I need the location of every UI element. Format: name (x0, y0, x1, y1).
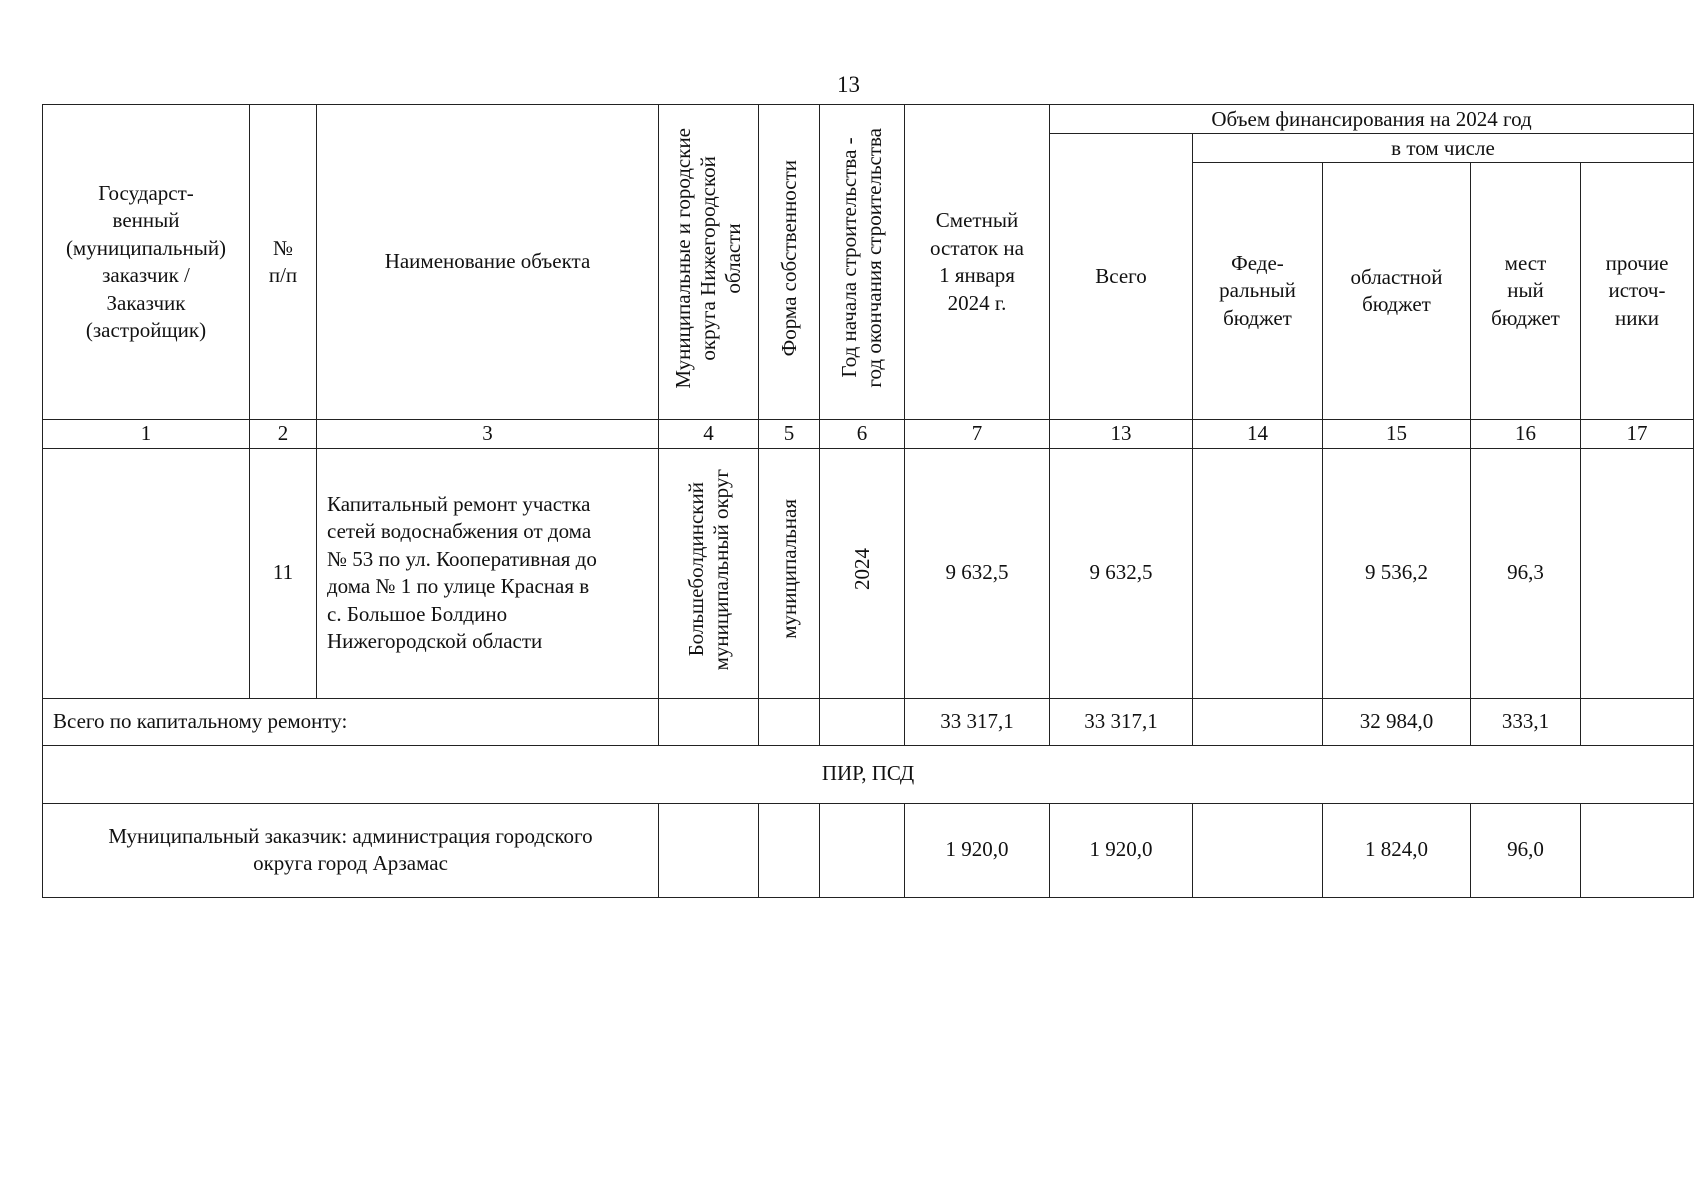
header-federal: Феде- ральный бюджет (1193, 163, 1323, 420)
total-empty-cell (759, 698, 820, 745)
column-number: 4 (659, 420, 759, 449)
total-total: 33 317,1 (1050, 698, 1193, 745)
customer-empty-cell (820, 803, 905, 897)
column-number: 3 (317, 420, 659, 449)
header-object-name: Наименование объекта (317, 105, 659, 420)
column-number: 2 (250, 420, 317, 449)
header-regional: областной бюджет (1323, 163, 1471, 420)
customer-federal (1193, 803, 1323, 897)
total-federal (1193, 698, 1323, 745)
customer-local: 96,0 (1471, 803, 1581, 897)
customer-empty-cell (659, 803, 759, 897)
object-estimate: 9 632,5 (905, 448, 1050, 698)
total-label: Всего по капитальному ремонту: (43, 698, 659, 745)
customer-estimate: 1 920,0 (905, 803, 1050, 897)
object-years: 2024 (820, 448, 905, 698)
column-number: 1 (43, 420, 250, 449)
customer-other (1581, 803, 1694, 897)
table-row-customer (43, 803, 1694, 897)
total-estimate: 33 317,1 (905, 698, 1050, 745)
customer-empty-cell (759, 803, 820, 897)
financing-table (42, 104, 1694, 898)
header-number: № п/п (250, 105, 317, 420)
table-row-object (43, 448, 1694, 698)
object-other (1581, 448, 1694, 698)
header-municipal: Муниципальные и городские округа Нижегородской области (659, 105, 759, 420)
total-empty-cell (820, 698, 905, 745)
section-title: ПИР, ПСД (43, 745, 1694, 803)
header-estimate: Сметный остаток на 1 января 2024 г. (905, 105, 1050, 420)
header-total: Всего (1050, 134, 1193, 420)
object-total: 9 632,5 (1050, 448, 1193, 698)
object-municipal: Большеболдинский муниципальный округ (659, 448, 759, 698)
object-regional: 9 536,2 (1323, 448, 1471, 698)
object-customer (43, 448, 250, 698)
customer-total: 1 920,0 (1050, 803, 1193, 897)
object-ownership: муниципальная (759, 448, 820, 698)
object-name: Капитальный ремонт участка сетей водоснабжения от дома № 53 по ул. Кооперативная до дома № 1 по улице Красная в с. Большое Болдино Нижегородской области (317, 448, 659, 698)
table-row-total (43, 698, 1694, 745)
object-local: 96,3 (1471, 448, 1581, 698)
page-number: 13 (837, 72, 860, 97)
table-row-section (43, 745, 1694, 803)
object-federal (1193, 448, 1323, 698)
customer-label: Муниципальный заказчик: администрация городского округа город Арзамас (43, 803, 659, 897)
header-financing-title: Объем финансирования на 2024 год (1050, 105, 1694, 134)
total-regional: 32 984,0 (1323, 698, 1471, 745)
header-customer: Государст- венный (муниципальный) заказчик / Заказчик (застройщик) (43, 105, 250, 420)
header-local: мест ный бюджет (1471, 163, 1581, 420)
column-number: 13 (1050, 420, 1193, 449)
column-number: 5 (759, 420, 820, 449)
column-number: 17 (1581, 420, 1694, 449)
customer-regional: 1 824,0 (1323, 803, 1471, 897)
column-number-row (43, 420, 1694, 449)
total-other (1581, 698, 1694, 745)
column-number: 15 (1323, 420, 1471, 449)
header-other: прочие источ- ники (1581, 163, 1694, 420)
object-number: 11 (250, 448, 317, 698)
total-local: 333,1 (1471, 698, 1581, 745)
column-number: 7 (905, 420, 1050, 449)
column-number: 16 (1471, 420, 1581, 449)
column-number: 14 (1193, 420, 1323, 449)
column-number: 6 (820, 420, 905, 449)
header-ownership: Форма собственности (759, 105, 820, 420)
header-years: Год начала строительства - год окончания строительства (820, 105, 905, 420)
total-empty-cell (659, 698, 759, 745)
header-including: в том числе (1193, 134, 1694, 163)
